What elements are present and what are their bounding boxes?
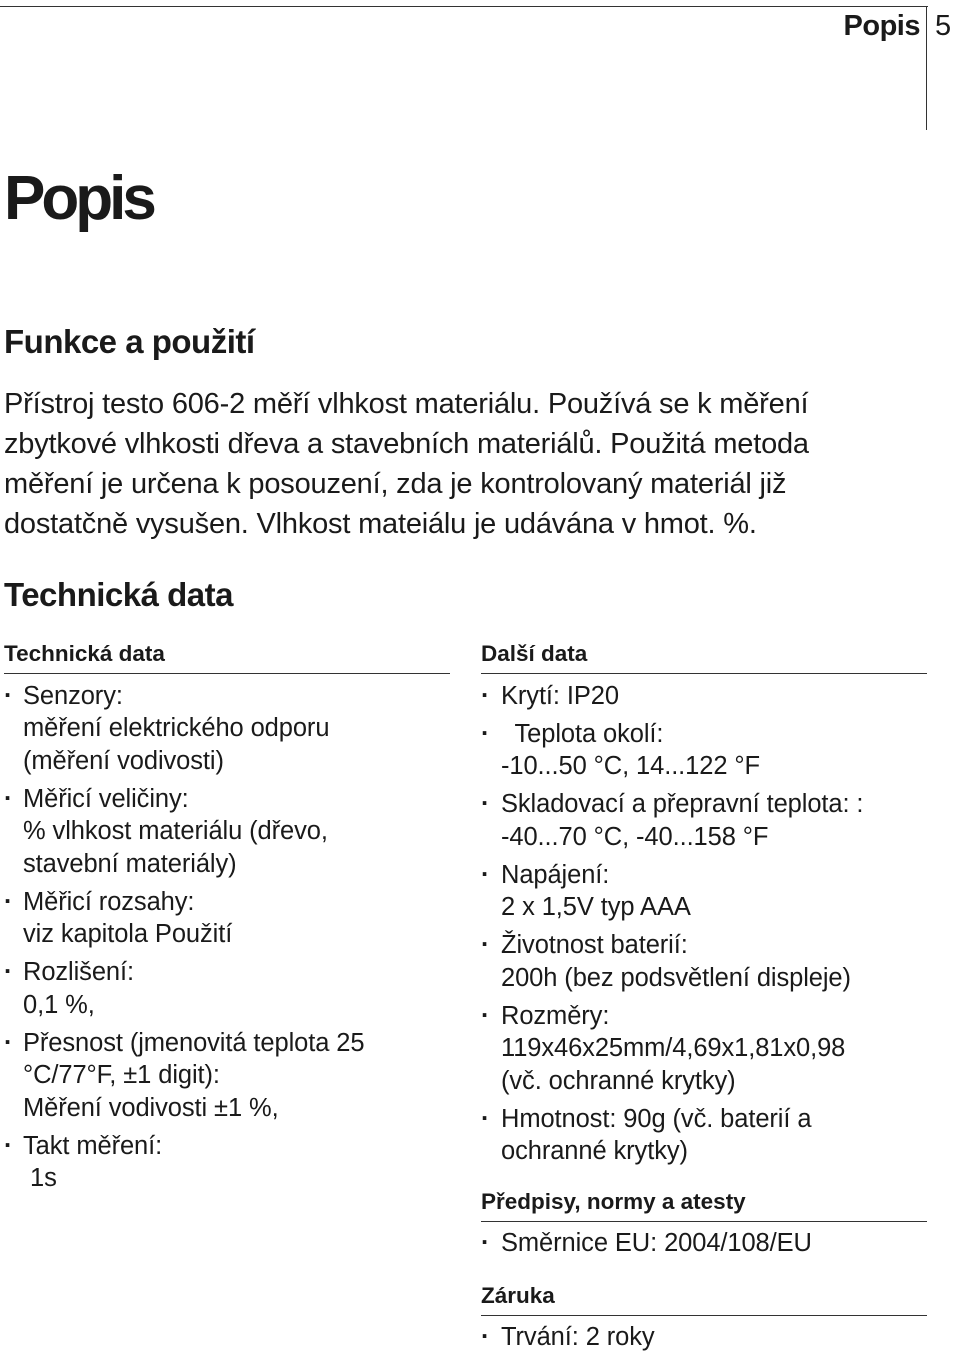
technical-data-list: [4, 680, 450, 1195]
list-item-line: ochranné krytky): [501, 1137, 688, 1165]
list-item-line: · Senzory:: [23, 681, 123, 710]
running-head: Popis: [843, 10, 920, 42]
paragraph-line: zbytkové vlhkosti dřeva a stavebních materiálů. Použitá metoda: [4, 428, 809, 460]
list-item-line: (vč. ochranné krytky): [501, 1066, 736, 1095]
additional-data-subheading: Další data: [481, 640, 927, 674]
list-item-line: stavební materiály): [23, 849, 237, 878]
list-item: [4, 783, 450, 881]
list-item-line: °C/77°F, ±1 digit):: [23, 1061, 220, 1089]
list-item-line: · Měřicí veličiny:: [23, 784, 189, 813]
list-item-line: · Hmotnost: 90g (vč. baterií a: [501, 1104, 812, 1133]
list-item: [481, 1227, 927, 1260]
list-item-line: · Krytí: IP20: [501, 681, 619, 710]
list-item-line: · Přesnost (jmenovitá teplota 25: [23, 1028, 365, 1057]
warranty-list: [481, 1321, 927, 1354]
list-item: [481, 788, 927, 853]
list-item-line: · Směrnice EU: 2004/108/EU: [501, 1229, 812, 1257]
list-item: [481, 1103, 927, 1168]
list-item-line: · Takt měření:: [23, 1131, 163, 1160]
technical-data-subheading: Technická data: [4, 640, 450, 674]
functions-paragraph: [4, 384, 934, 544]
page-number: 5: [935, 10, 952, 42]
technical-data-column: [4, 640, 450, 1195]
additional-data-column: [481, 640, 927, 1354]
list-item-line: viz kapitola Použití: [23, 920, 233, 948]
additional-data-list: [481, 680, 927, 1168]
list-item-line: · Rozměry:: [501, 1001, 610, 1030]
list-item: [481, 929, 927, 994]
page-title: Popis: [4, 164, 153, 233]
list-item-line: (měření vodivosti): [23, 746, 224, 775]
list-item-line: 1s: [23, 1164, 57, 1192]
list-item: [4, 680, 450, 778]
regulations-list: [481, 1227, 927, 1260]
list-item-line: · Rozlišení:: [23, 958, 134, 986]
list-item: [4, 1027, 450, 1125]
functions-heading: Funkce a použití: [4, 323, 255, 360]
list-item-line: 119x46x25mm/4,69x1,81x0,98: [501, 1034, 846, 1062]
list-item-line: · Napájení:: [501, 860, 610, 889]
warranty-subheading: Záruka: [481, 1282, 927, 1316]
list-item-line: 2 x 1,5V typ AAA: [501, 893, 691, 921]
paragraph-line: Přístroj testo 606-2 měří vlhkost materiálu. Používá se k měření: [4, 388, 809, 420]
list-item-line: · Měřicí rozsahy:: [23, 887, 195, 916]
paragraph-line: měření je určena k posouzení, zda je kontrolovaný materiál již: [4, 468, 787, 500]
list-item-line: · Životnost baterií:: [501, 931, 688, 959]
list-item-line: · Trvání: 2 roky: [501, 1323, 655, 1351]
list-item-line: 200h (bez podsvětlení displeje): [501, 963, 851, 992]
list-item: [4, 956, 450, 1021]
list-item: [481, 1321, 927, 1354]
list-item-line: · Skladovací a přepravní teplota: :: [501, 790, 864, 818]
list-item: [481, 718, 927, 783]
regulations-subheading: Předpisy, normy a atesty: [481, 1188, 927, 1222]
technical-heading: Technická data: [4, 576, 233, 613]
header-rule: [0, 6, 928, 7]
list-item-line: 0,1 %,: [23, 990, 95, 1019]
list-item-line: -10...50 °C, 14...122 °F: [501, 752, 760, 780]
list-item: [481, 680, 927, 713]
list-item-line: · Teplota okolí:: [501, 719, 664, 748]
list-item-line: -40...70 °C, -40...158 °F: [501, 822, 769, 851]
list-item: [481, 859, 927, 924]
list-item-line: Měření vodivosti ±1 %,: [23, 1093, 279, 1122]
paragraph-line: dostatčně vysušen. Vlhkost mateiálu je udávána v hmot. %.: [4, 508, 757, 540]
header-side-rule: [926, 6, 927, 130]
list-item: [4, 886, 450, 951]
list-item-line: měření elektrického odporu: [23, 714, 330, 742]
list-item-line: % vlhkost materiálu (dřevo,: [23, 817, 328, 845]
list-item: [4, 1130, 450, 1195]
list-item: [481, 1000, 927, 1098]
